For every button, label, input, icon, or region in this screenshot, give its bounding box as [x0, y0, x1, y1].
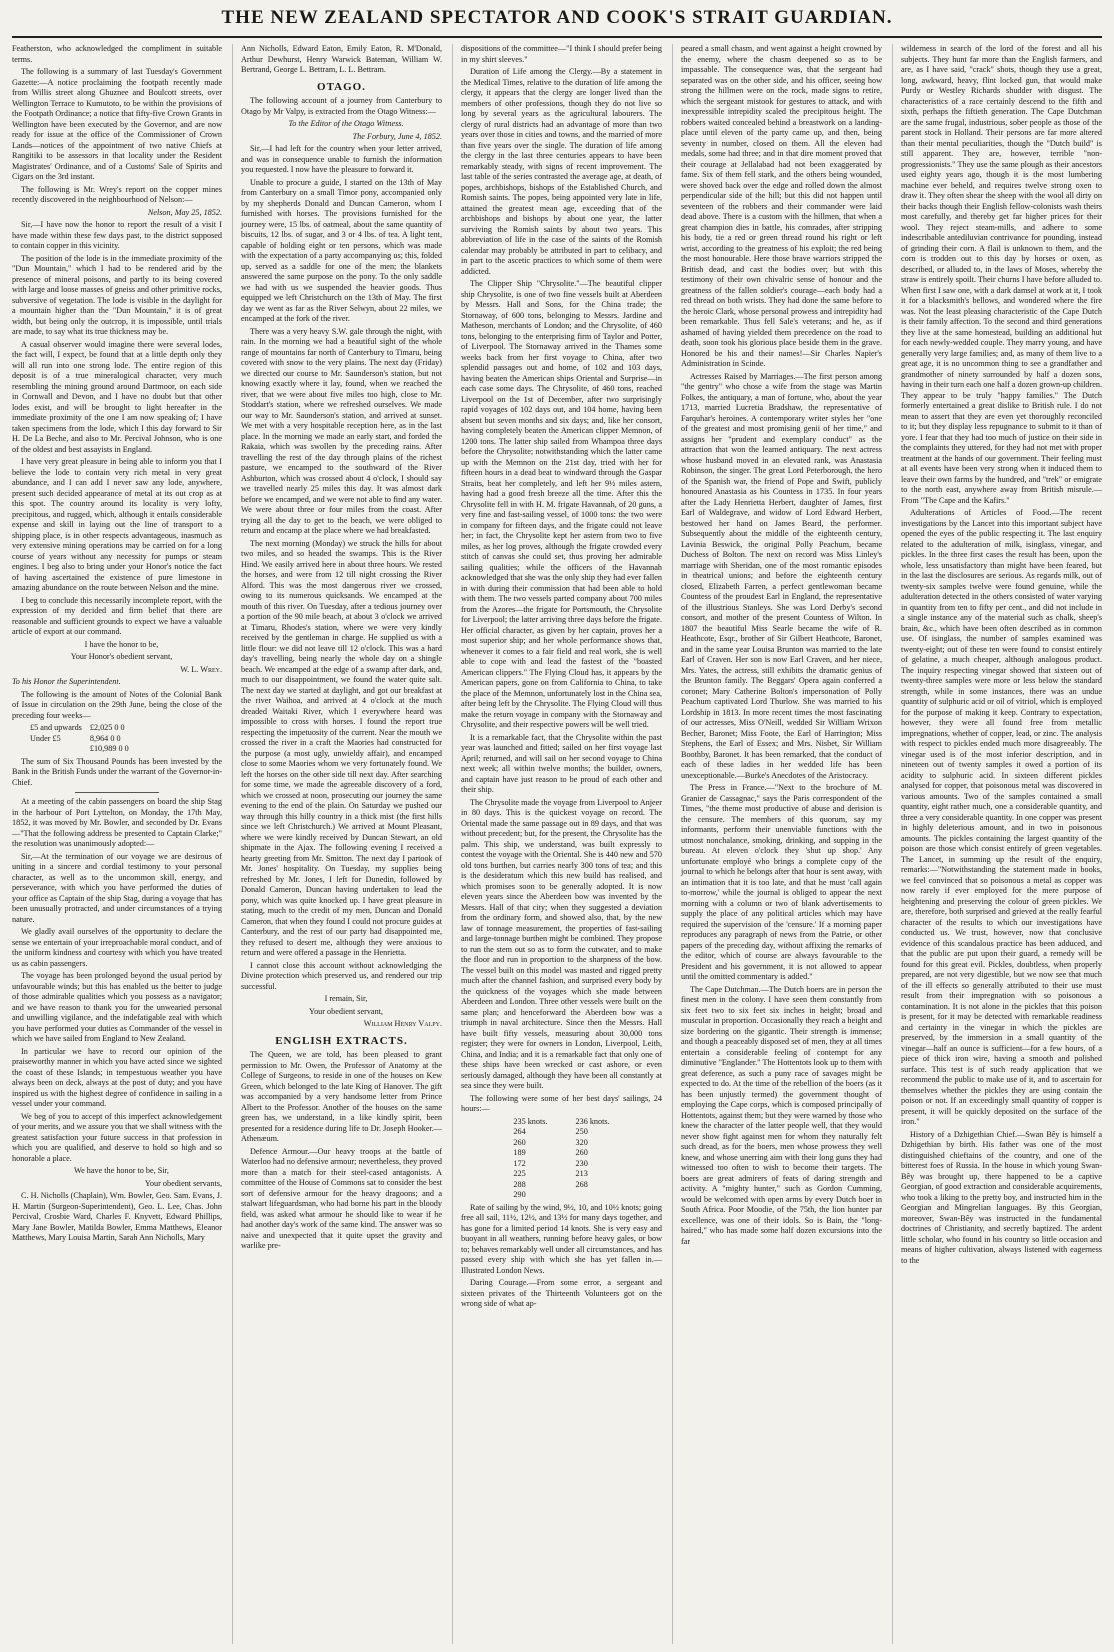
table-row [499, 1190, 623, 1201]
paragraph: History of a Dzhigethian Chief.—Swan Bêy is himself a Dzhigethian by birth. His father was one of the most distinguished chieftains of the country, and one of the bitterest foes of Russia. In the house in which young Swan-Bêy was brought up, there happened to be a captive Georgian, of good extraction and considerable acquirements, who took a liking to the pretty boy, and instructed him in the Georgian and Mingrelian languages. By this Georgian, moreover, Swan-Bêy was instructed in the fundamental doctrines of Christianity, and secretly baptized. The ardent little scholar, who found in his country so little occasion and means of higher cultivation, always listened with eagerness to the [901, 1129, 1102, 1265]
paragraph: wilderness in search of the lord of the forest and all his subjects. They hunt far more than the English farmers, and are, as I have said, "crack" shots, though they use a great, long, awkward, heavy, flint locked gun, that would make Purdy or Westley Richards shudder with disgust. The characteristics of a race certainly descend to the fifth and sixth, perhaps the fiftieth generation. The Cape Dutchman are the same frugal, industrious, sober people as those of the parent stock in Holland. Their persons are far more altered than their mental peculiarities, though the "Dutch build" is still apparent. They are, however, terrible "non-progressionists." They use the same plough as their ancestors used eighty years ago, though it is the most lumbering machine ever beheld, and requires twelve strong oxen to draw it. They often shear the sheep with the wool all dirty on their backs though their English fellow-colonists wash theirs most carefully, and thereby get far higher prices for their wool. They reject steam-mills, and adhere to some indescribable antediluvian contrivance for pounding, instead of grinding their corn. A flail is unknown to them, and the corn is trodden out to this day by horses or oxen, as described, or alluded to, in the laws of Moses, whereby the straw is entirely spoilt. Their churns I have before alluded to. When first I saw one, with a dark damsel at work at it, I took it for a blacksmith's bellows, and wondered where the fire was. Not the least pleasing characteristic of the Cape Dutch is their family affection. To the second and third generations they live at the same homestead, building an additional hut for each newly-wedded couple. They marry young, and have generally very large families; and, as many of them live to a great age, it is no uncommon thing to see a grandfather and grandmother of ninety surrounded by half a dozen sons, having in their turn each one half a dozen grown-up children. They appear to be truly "happy families." The Dutch formerly entertained a great dislike to British rule. I do not mean to assert that they are even yet thoroughly reconciled to it; but they display less repugnance to submit to it than of yore. I fear that they had too much of justice on their side in the complaints they uttered, for they had not met with proper treatment at the hands of our government. Their feeling must at all events have been very strong when it induced them to leave their own farms by the hundred, and "trek" or emigrate to the north east, anywhere away from British misrule.—From "The Cape and the Kafirs." [901, 44, 1102, 505]
section-heading-english-extracts: ENGLISH EXTRACTS. [275, 1034, 408, 1047]
daily-runs-table [499, 1117, 623, 1201]
table-cell [562, 1190, 624, 1201]
paragraph: Unable to procure a guide, I started on the 13th of May from Canterbury on a small Timor pony, accompanied only by my shepherds Donald and Duncan Cameron, whom I furnished with horses. The provisions furnished for the journey were, 15 lbs. of oatmeal, about the same quantity of biscuits, 12 lbs. of sugar, and 3 or 4 lbs. of tea. A light tent, capable of holding eight or ten persons, which was made with the expectation of a party accompanying us; this, folded up, served as a saddle for one of the men; the blankets answered the same purpose on the pony. To the only saddle we had with us we suspended the heavier goods. Thus equipped we left Christchurch on the 13th of May. The first day we went as far as the River Selwyn, about 22 miles, we encamped at the fork of the river. [241, 177, 442, 323]
paragraph: The following is the amount of Notes of the Colonial Bank of Issue in circulation on the 29th June, being the close of the preceding four weeks— [12, 689, 222, 720]
paragraph: Sir,—At the termination of our voyage we are desirous of uniting in a sincere and cordial testimony to your personal character, as well as to the uncommon skill, energy, and perseverance, with which you have performed the duties of your office as Captain of the ship Stag, during a voyage that has been unusually protracted, and under circumstances of a trying nature. [12, 851, 222, 924]
table-cell: 172 [513, 1158, 526, 1168]
paragraph: The voyage has been prolonged beyond the usual period by unfavourable winds; but this has enabled us the better to judge of those admirable qualities which you possess as a navigator; and we have reason to thank you for the unwearied personal and unwilling vigilance, and the indefatigable zeal with which you have performed your duties as Commander of the vessel in which we have sailed from England to New Zealand. [12, 971, 222, 1043]
table-cell: 189 [513, 1148, 526, 1157]
column-4 [672, 44, 882, 1644]
column-1 [12, 44, 222, 1644]
table-row [499, 1138, 623, 1149]
letter-heading: To the Editor of the Otago Witness. [288, 119, 404, 128]
paragraph: Defence Armour.—Our heavy troops at the battle of Waterloo had no defensive armour; nevertheless, they proved more than a match for their steel-cased antagonists. A committee of the House of Commons sat to consider the best sort of defensive armour for the heavy dragoons; and a stalwart lifeguardsman, who had borne his part in the bloody field, was asked what armour he should like to wear if he had another day's work of the same kind. The answer was so naive and unexpected that it quite upset the gravity and warlike pre- [241, 1146, 442, 1250]
column-5 [892, 44, 1102, 1644]
table-row [499, 1148, 623, 1159]
table-cell: 288 [513, 1179, 526, 1189]
paragraph: In particular we have to record our opinion of the praiseworthy manner in which you have acted since we sighted the coast of these Islands; in tempestuous weather you have always been on deck, always at the post of duty; and you have inspired us with the highest degree of confidence in sailing in a vessel under your command. [12, 1046, 222, 1108]
notes-circulation-table [26, 723, 133, 755]
table-row [26, 734, 133, 745]
columns [12, 44, 1102, 1644]
paragraph: At a meeting of the cabin passengers on board the ship Stag in the harbour of Port Lyttelton, on Monday, the 17th May, 1852, it was moved by Mr. Bowler, and seconded by Dr. Evans—"That the following address be presented to Captain Clarke;" the resolution was unanimously adopted:— [12, 797, 222, 848]
table-cell: Under £5 [30, 733, 61, 743]
signoff: Your Honor's obedient servant, [70, 652, 173, 661]
paragraph: Rate of sailing by the wind, 9½, 10, and 10½ knots; going free all sail, 11½, 12½, and 13½ for many days together, and has gone for a limited period 14 knots. She is very easy and buoyant in all weathers, running before heavy gales, or bow to; behaves remarkably well under all circumstances, and has passed every ship with which she has yet fallen in.—Illustrated London News. [461, 1202, 662, 1275]
paragraph: A casual observer would imagine there were several lodes, the fact will, I expect, be found that at a little depth only they will all run into one strong lode. The entire region of this deposit is of a true mineralogical character, very much resembling the mining ground around Dartmoor, on each side in Cornwall and Devon, and I have no doubt but that other lodes exist, and will be brought to light hereafter in the immediate proximity of the one I am now speaking of; I have taken specimens from the lode, which I this day forward to Sir H. De La Beche, and also to Mr. Percival Johnson, who is one of the oldest and best assayists in England. [12, 339, 222, 454]
paragraph: Featherston, who acknowledged the compliment in suitable terms. [12, 44, 222, 64]
table-row [26, 744, 133, 755]
paragraph: I beg to conclude this necessarily incomplete report, with the expression of my decided and firm belief that there are reasonable and sufficient grounds to expect we have a valuable article of export at our command. [12, 595, 222, 636]
signature: W. L. Wrey. [180, 664, 222, 674]
table-cell: 290 [513, 1190, 526, 1199]
paragraph: The following account of a journey from Canterbury to Otago by Mr Valpy, is extracted from the Otago Witness:— [241, 96, 442, 116]
table-cell: 320 [575, 1137, 588, 1147]
table-cell: 235 knots. [513, 1116, 548, 1126]
table-cell: 268 [575, 1179, 588, 1189]
divider [75, 792, 159, 793]
table-row [499, 1180, 623, 1191]
paragraph: The Press in France.—"Next to the brochure of M. Granier de Cassagnac," says the Paris correspondent of the Times, "the theme most productive of abuse and derision is the censure. The members of this quorum, say my informants, perform their unenviable functions with the utmost nonchalance, smoking, drinking, and supping in the bureau. At eleven o'clock they 'shut up shop.' Any unfortunate employé who brings a complete copy of the journal to which he belongs after that hour is sent away, with an intimation that it is too late, and that he must 'call again to-morrow,' while the journal is obliged to appear the next morning with a column or two of blank advertisements to supply the place of any political articles which may have required the supervision of the 'censure.' If a morning paper reproduces any paragraph of news from the Patrie, or other papers of the preceding day, without affixing the remarks of the editor, which of course are always favourable to the President and his government, it is not allowed to appear until the omitted commentary is added." [681, 783, 882, 981]
table-row [499, 1127, 623, 1138]
table-cell: 8,964 0 0 [89, 733, 121, 743]
dateline: The Forbury, June 4, 1852. [352, 131, 442, 141]
masthead [12, 0, 1102, 38]
signoff: I have the honor to be, [84, 639, 159, 649]
paragraph: There was a very heavy S.W. gale through the night, with rain. In the morning we had a beautiful sight of the whole range of mountains far north of Canterbury to Timaru, being covered with snow to the very plains. The next day (Friday) we directed our course to Mr. Saunderson's station, but not knowing exactly where it lay, found, when we reached the river, that we were about five miles too high, close to Mr. Stoddart's station, where we refreshed ourselves. We made our way to Mr. Saunderson's station, and arrived at sunset. We met with a very hospitable reception here, as in the last place. In the morning we made an early start, and forded the Rakaia, which was swollen by the preceding rains. After travelling the rest of the day through plains of the richest pasture, we encamped to the southward of the River Ashburton, which was crossed about 4 o'clock, I should say we travelled nearly 25 miles this day. It was almost dark before we encamped, and we were not able to find any water. We were about three or four miles from the coast. After trying all the day to get to the beach, we were obliged to return and encamp at the place where we had breakfasted. [241, 326, 442, 535]
paragraph: The sum of Six Thousand Pounds has been invested by the Bank in the British Funds under the warrant of the Governor-in-Chief. [12, 756, 222, 787]
paragraph: Sir,—I had left for the country when your letter arrived, and was in consequence unable to furnish the information you requested. I now have the pleasure to forward it. [241, 144, 442, 174]
table-cell: 236 knots. [575, 1116, 610, 1126]
table-row [499, 1169, 623, 1180]
signoff: Your obedient servants, [144, 1178, 222, 1188]
table-cell: 264 [513, 1127, 526, 1136]
paragraph: The next morning (Monday) we struck the hills for about two miles, and so headed the swamps. This is the River Hind. We easily arrived here in about three hours. We rested the horses, and were from 12 till night crossing the River Alford. This was the most dangerous river we crossed, owing to its numerous quicksands. We encamped at the mouth of this river. On Tuesday, after a tedious journey over a portion of the 90 mile beach, at about 3 o'clock we arrived at Timaru, Rhodes's station, where we were very kindly received by the gentleman in charge. He supplied us with a little flour: we did not leave till 12 o'clock. This was a hard day's travelling, being nearly the whole day on a shingle beach. We encamped at the edge of a swamp after dark, and, much to our disappointment, we found the water quite salt. The next day we started at daylight, and got our breakfast at the river Waihoa, and arrived at 4 o'clock at the much dreaded Waitaki River, which I everywhere heard was impossible to cross with horses. I found the report true respecting the impetuosity of the current. Near the mouth we crossed the river in a craft the Maories had constructed for the purpose (a most ugly, unwieldy affair), and encamped close to some Maories whom we very fortunately found. We left the horses on the other side till next day. After searching for some time, we made the agreeable discovery of a ford, which we crossed at noon, prosecuting our journey the same evening to the end of the plain. On Saturday we pushed our way through this hilly country in a thick mist (the first hills since we left Christchurch.) We arrived at Mount Pleasant, where we were kindly received by Duncan Stewart, an old shipmate in the Ajax. The following evening I received a hearty greeting from Mr. Smitton. The next day I partook of Mr. Jones' hospitality. On Tuesday, my supplies being refreshed by Mr. Jones, I left for Dunedin, followed by Donald Cameron, Duncan having undertaken to lead the pony, which was quite knocked up. I have great pleasure in stating, much to the credit of my men, Duncan and Donald Cameron, that when they found I could not procure guides at Canterbury, and the rest of our party had disappointed me, they refused to desert me, although they were anxious to return and were offered a passage in the Henrietta. [241, 538, 442, 957]
paragraph: I cannot close this account without acknowledging the Divine protection which preserved us, and rendered our trip successful. [241, 960, 442, 991]
paragraph: The Clipper Ship "Chrysolite."—The beautiful clipper ship Chrysolite, is one of two fine vessels built at Aberdeen by Messrs. Hall and Sons, for the China trade; the Stornaway, of 600 tons, belonging to Messrs. Jardine and Matheson, merchants of London; and the Chrysolite, of 460 tons, belonging to the enterprising firm of Taylor and Potter, of Liverpool. The Stornaway arrived in the Thames some weeks back from her first voyage to China, after two splendid passages out and home, of 102 and 103 days, having beaten the American ships Oriental and Surprise—in each case some days. The Chrysolite, of 460 tons, reached Liverpool on the 1st of December, after two surprisingly rapid voyages of 102 days out, and 104 home, having been absent but seven months and six days; and, like her consort, having completely beaten the American clipper Memnon, of 1200 tons. The latter ship sailed from Whampoa three days before the Chrysolite; notwithstanding which the latter came up with the Memnon on the 21st day, tried with her for fifteen hours in a dead beat to windward through the Gaspar Straits, beat her completely, and left her 9½ miles astern, having had a good fresh breeze all the time. After this the Chrysolite fell in with H. M. frigate Havannah, of 20 guns, a very fine and fast-sailing vessel, of 1000 tons: the two were in company for fifteen days, and the frigate could not leave her; in fact, the Chrysolite kept her astern from two to five miles, as her log proves, although the frigate crowded every stitch of canvas she could set, thus proving her admirable sailing qualities; while the officers of the Havannah acknowledged that she was the only ship they had ever fallen in with during their commission that had been able to hold with them. The two vessels parted company about 700 miles from the Azores—the frigate for Portsmouth, the Chrysolite for Liverpool; the latter arriving three days before the frigate. Her official character, as given by her captain, proves her a most superior ship; and her whole performance shows that, whenever it comes to a fair field and real work, she is well able to cope with and lead the fastest of the "boasted American clippers." The Flying Cloud has, it appears by the American papers, gone on from California to China, to take the place of the Memnon, unfortunately lost in the China sea, after being left by the Chrysolite. The Flying Cloud will thus make the return voyage in company with the Stornaway and Chrysolite, and their respective powers will be well tried. [461, 279, 662, 729]
table-cell: 213 [575, 1169, 588, 1178]
column-2 [232, 44, 442, 1644]
table-cell: £2,025 0 0 [89, 723, 125, 732]
paragraph: Adulterations of Articles of Food.—The recent investigations by the Lancet into this important subject have opened the eyes of the public respecting it. The last enquiry related to the adulteration of milk, isinglass, vinegar, and pickles. In the three first cases the result has been, upon the whole, less unsatisfactory than might have been feared, but in the last the disclosures are serious. As regards milk, out of twenty-six samples twelve were found genuine, while the adulteration detected in the others consisted of water varying in quantity from ten to fifty per cent., and did not include in a single instance any of the material such as chalk, sheep's brain, &c., which have been often described as in common use. Of isinglass, the number of samples examined was twenty-eight; out of these ten were found to consist entirely of gelatine, a much cheaper, although analogous product. The inquiry respecting vinegar showed that sixteen out of twenty-three samples were more or less below the standard strength, while in some instances, there was an undue quantity of sulphuric acid or oil of vitriol, which is employed for the purpose of making it keep. Contrary to expectation, however, they were all found free from metallic impregnations, whether of copper, lead, or zinc. The analysis with respect to pickles ended much more disagreeably. The vinegar used is of the most inferior description, and in nineteen out of twenty samples it owed a portion of its acidity to sulphuric acid. In sixteen different pickles analysed for copper, that poisonous metal was discovered in various amounts. Two of the samples contained a small quantity, eight rather much, one a considerable quantity, and three a very considerable quantity. In one copper was present in highly deleterious amount, and in two in poisonous amounts. The pickles containing the largest quantity of the poison are those which consist entirely of green vegetables. The Lancet, in summing up the result of the enquiry, remarks:—"Notwithstanding the statement made in books, we feel convinced that so poisonous a metal as copper was now rarely if ever employed for the mere purpose of heightening and preserving the colour of green pickles. We are, therefore, both surprised and grieved at the really fearful character of the results to which our investigations have conducted us. We trust, however, now that conclusive evidence of this scandalous practice has been adduced, and that the public are put upon their guard, a remedy will be found for this great evil. Pickles, doubtless, when properly prepared, are not very digestible, but we now see that much of the ill effects so generally attributed to their use must result from their impregnation with so poisonous a contamination. It is not alone in the pickles that this poison is present, for it may be detected with remarkable readiness and certainty in the vinegar in which the pickles are preserved, by the immersion in a small quantity of the vinegar—half an ounce is sufficient—for a few hours, of a piece of thick iron wire, having a smooth and polished surface. This test is of such ready application that we recommend the public to make use of it, and to ascertain for themselves whether the pickles they are using contain the poison or not. If an exceedingly small quantity of copper is present, it will be quickly deposited on the surface of the iron." [901, 508, 1102, 1126]
paragraph: The position of the lode is in the immediate proximity of the "Dun Mountain," which I had to be rendered arid by the presence of mineral poisons, and partly to its being covered with large and loose masses of gneiss and other primitive rocks, subversive of vegetation. The lode is visible in the daylight for a mountain higher than the "Dun Mountain," it is of great width, but being only the outcrop, it is impossible, until trials are made, to say what its true thickness may be. [12, 253, 222, 336]
table-cell: 260 [575, 1148, 588, 1157]
table-cell: 260 [513, 1137, 526, 1147]
paragraph: We gladly avail ourselves of the opportunity to declare the sense we entertain of your irreproachable moral conduct, and of the uniform kindness and courtesy with which you have treated us as cabin passengers. [12, 927, 222, 968]
paragraph: peared a small chasm, and went against a height crowned by the enemy, where the chasm deepened so as to be impassable. The consequence was, that the sergeant had separated was on the other side, and his officer, seeing how strong the hillmen were on the rock, made signs to retire, which the sergeant mistook for gestures to attack, and with inexpressible intrepidity scaled the precipitous height. The robbers waited concealed behind a breastwork on a landing-place until eleven of the party came up, and then, being seventy in number, closed on them. All the eleven had medals, some had three; and in that dire moment proved that their courage at Jellalabad had not been exaggerated by fame. Six of them fell stark, and the others being wounded, were shoved back over the edge and rolled down the almost perpendicular side of the hill; but this did not happen until seventeen of the robbers and their commander were laid dead above. There is a custom with the hillmen, that when a great champion dies in battle, his comrades, after stripping his body, tie a red or green thread round his right or left wrist, according to the greatness of his exploit; the red being the most honourable. Here those brave warriors stripped the British dead, and cast the bodies over; but with this testimony of their own chivalric sense of honour and the greatness of the fallen soldier's courage—each body had a red thread on both wrists. They had done the same before to the heroic Clark, whose personal prowess and intrepidity had been remarkable. Thus fell Sale's veterans; and he, as if ashamed of having yielded them precedence on the road to death, soon took his glorious place beside them in the grave. Honored be his and their names!—Sir Charles Napier's Administration in Scinde. [681, 44, 882, 368]
paragraph: Sir,—I have now the honor to report the result of a visit I have made within these few days past, to the district supposed to contain copper in this vicinity. [12, 220, 222, 250]
paragraph: Ann Nicholls, Edward Eaton, Emily Eaton, R. M'Donald, Arthur Dewhurst, Henry Warwick Bateman, William W. Bertrand, George L. Bettram, L. L. Bettram. [241, 44, 442, 74]
table-cell: 230 [575, 1158, 588, 1168]
paragraph: The Queen, we are told, has been pleased to grant permission to Mr. Owen, the Professor of Anatomy at the College of Surgeons, to reside in one of the houses on Kew Green, which belonged to the late King of Hanover. The gift was accompanied by a very handsome letter from Prince Albert to the Professor. Another of the houses on the same green has, we understand, in a like kindly spirit, been presented for a residence during life to Dr. Joseph Hooker.—Athenæum. [241, 1050, 442, 1143]
table-row [26, 723, 133, 734]
paragraph: Duration of Life among the Clergy.—By a statement in the Medical Times, relative to the duration of life among the clergy, it appears that the clergy are longer lived than the members of other professions, though they do not live so long by several years as the agricultural labourers. The clergy of rural districts had an advantage of more than two years over those in cities and towns, and the married of more than five years over the single. The duration of life among the clergy in the last three centuries appears to have been remarkably steady, with signs of recent improvement. The last table of the series contrasted the average age, at death, of popes, archbishops, bishops of the Established Church, and Romish saints. The popes, being appointed very late in life, attained the greatest mean age, exceeding that of the archbishops and bishops by about one year, the latter surviving the Romish saints by about two years. This abbreviation of life in the case of the saints of the Romish calendar may probably be attributed in part to celibacy, and in part to the ascetic practices to which some of them were addicted. [461, 67, 662, 276]
signoff: I remain, Sir, [324, 994, 368, 1003]
signoff: Your obedient servant, [309, 1006, 383, 1016]
paragraph: Actresses Raised by Marriages.—The first person among "the gentry" who chose a wife from the stage was Martin Folkes, the antiquary, a man of fortune, who, about the year 1713, married Lucretia Bradshaw, the representative of Farquhar's heroines. A contemporary writer styles her "one of the greatest and most promising genii of her time," and assigns her "prudent and exemplary conduct" as the attraction that won the learned antiquary. The next actress whose husband moved in an elevated rank, was Anastasia Robinson, the singer. The great Lord Peterborough, the hero of the Spanish war, the friend of Pope and Swift, publicly honoured Anastasia as his Countess in 1735. In four years after the Lady Henrietta Herbert, daughter of James, first Earl of Waldegrave, and widow of Lord Edward Herbert, bestowed her hand on James Beard, the performer. Subsequently about the middle of the eighteenth century, Lavinia Beswick, the original Polly Peachum, became Duchess of Bolton. The next on record was Miss Linley's marriage with Sheridan, one of the most romantic episodes in theatrical unions; and before the eighteenth century closed, Elizabeth Farren, a perfect gentlewoman became Countess of the proudest Earl in England, the representative of the illustrious Stanleys. She was Lord Derby's second consort, and mother of the present Countess of Wilton. In 1807 the beautiful Miss Searle became the wife of R. Heathcote, Esqr., brother of Sir Gilbert Heathcote, Baronet, and in the same year Louisa Brunton was married to the late Earl of Craven. Her son is now Earl Craven, and her niece, Mrs. Yates, the actress, still exhibits the dramatic genius of the Brunton family. The Beggars' Opera again conferred a coronet; Mary Catherine Bolton's impersonation of Polly Peachum captivated Lord Thurlow. She was married to his Lordship in 1813. In more recent times the most fascinating of our actresses, Miss O'Neill, wedded Sir William Wrixon Becher, Baronet; Miss Foote, the Earl of Harrington; Miss Stephens, the Earl of Essex; and Mrs. Nisbet, Sir William Boothby, Baronet. It has been remarked, that the conduct of each of these ladies in her wedded life has been unexceptionable.—Burke's Anecdotes of the Aristocracy. [681, 371, 882, 780]
masthead-title: THE NEW ZEALAND SPECTATOR AND COOK'S STRAIT GUARDIAN. [221, 7, 893, 28]
paragraph: The Cape Dutchman.—The Dutch boers are in person the finest men in the colony. I have seen them constantly from six feet two to six feet six inches in height; broad and muscular in proportion. Occasionally they reach a height and size bordering on the gigantic. Their strength is immense; and though a peaceably disposed set of men, they at all times entertain a considerable feeling of contempt for any diminutive "Englander." The Hottentots look up to them with great deference, as such a puny race of savages might be expected to do. At the time of the rebellion of the boers (as it has been unjustly termed) the government thought of employing the Cape corps, which is composed principally of Hottentots, against them; but they were warned by those who knew the character of the latter people well, that they would never show fight against men for whom they naturally felt such dread, as for the boers, men whose prowess they well knew, and whose unerring aim with their long guns they had witnessed too often to wish to become their targets. The boers are great admirers of feats of daring strength and activity. A "mighty hunter," such as Gordon Cumming, would be welcomed with open arms by every Dutch boer in South Africa. Poor Moodie, of the 75th, the lion hunter par excellence, was one of their idols. So is Bain, the "long-haired," who has made some half dozen excursions into the far [681, 984, 882, 1246]
paragraph: Daring Courage.—From some error, a sergeant and sixteen privates of the Thirteenth Volunteers got on the wrong side of what ap- [461, 1278, 662, 1308]
paragraph: C. H. Nicholls (Chaplain), Wm. Bowler, Geo. Sam. Evans, J. H. Martin (Surgeon-Superintendent), Geo. L. Lee, Chas. John Percival, Crosbie Ward, Charles F. Knyvett, Edward Phillips, Mary Jane Bowler, Matilda Bowler, Emma Matthews, Eleanor Matthews, Mary Louisa Martin, Sarah Ann Nicholls, Mary [12, 1191, 222, 1242]
paragraph: I have very great pleasure in being able to inform you that I believe the lode to contain very rich metal in very great abundance, and I can add I never saw any lode, anywhere, present such decided appearance of metal at its out crop as at this spot. The country around its locality is very lofty, precipitous, and rugged, which, although it entails considerable expense and skill in laying out the line of transport to a shipping place, is in other respects advantageous, inasmuch as very extensive mining operations may be carried on for a long course of years without any necessity for pumps or steam engines. I beg also to bring under your Honor's notice the fact of having ascertained the existence of pure limestone in amazing abundance on the route between Nelson and the mine. [12, 457, 222, 592]
paragraph: The following were some of her best days' sailings, 24 hours:— [461, 1093, 662, 1113]
table-cell: 225 [513, 1169, 526, 1178]
table-row [499, 1159, 623, 1170]
paragraph: We beg of you to accept of this imperfect acknowledgement of your merits, and we assure you that we shall witness with the greatest satisfaction your future success in that profession in which you are qualified, and deserve to hold so high and so honorable a place. [12, 1111, 222, 1163]
dateline: Nelson, May 25, 1852. [147, 207, 222, 217]
signature: William Henry Valpy. [363, 1019, 442, 1028]
signoff: We have the honor to be, Sir, [74, 1166, 169, 1175]
paragraph: It is a remarkable fact, that the Chrysolite within the past year was launched and fitted; sailed on her first voyage last April; returned, and will sail on her second voyage to China next week; all within twelve months; the builder, owners, and captain have just reason to be proud of each other and their ship. [461, 732, 662, 794]
column-3 [452, 44, 662, 1644]
addressee: To his Honor the Superintendent. [12, 677, 121, 686]
paragraph: The following is Mr. Wrey's report on the copper mines recently discovered in the neighbourhood of Nelson:— [12, 184, 222, 204]
table-cell: 250 [575, 1127, 588, 1136]
paragraph: The following is a summary of last Tuesday's Government Gazette:—A notice proclaiming the footpath recently made from Willis street along Ghuznee and Boulcott streets, over Wellington Terrace to Kumutoto, to be within the provisions of the Footpath Ordinance; a notice that fifty-five Crown Grants in Wellington have been executed by the Governor, and are now ready for issue at the office of the Commissioner of Crown Lands—notices of the appointment of two native Chiefs at Rangitiki to be assessors in that locality under the Resident Magistrates' Ordinance, and of a Customs' Sale of Spirits and Cigars on the 3rd instant. [12, 67, 222, 181]
paragraph: dispositions of the committee—"I think I should prefer being in my shirt sleeves." [461, 44, 662, 64]
section-heading-otago: OTAGO. [317, 80, 366, 93]
paragraph: The Chrysolite made the voyage from Liverpool to Anjeer in 80 days. This is the quickest voyage on record. The Oriental made the same passage out in 89 days, and that was without precedent; but, for the present, the Chrysolite has the palm. This ship, we understand, was built expressly to contest the voyage with the Oriental. She is 440 new and 570 old tons burthen, but carries nearly 300 tons of tea; and this is the desideratum which this new build has realised, and which promises soon to be generally adopted. It is now eleven years since the Aberdeen bow was invented by the Messrs. Hall of that city; when they suggested a deviation from the ordinary form, and showed also, that, by the new law of tonnage measurement, the properties of fast-sailing and large-tonnage burthen might be combined. They propose to run the stem out so as to form the cutwater, and to make the floor and run in proportion to the sharpness of the bow. The vessel built on this model was masted and rigged pretty much after the channel fashion, and surprised every body by the quickness of the voyages which she made between Aberdeen and London. Three other vessels were built on the same plan; and henceforward the Aberdeen bow was a triumph in naval architecture. Since then the Messrs. Hall have built fifty vessels, measuring about 30,000 tons register; they were for owners in London, Liverpool, Leith, China, and India; and it is a remarkable fact that only one of these ships have been wrecked or cast ashore, or even seriously damaged, although they have been all constantly at sea since they were built. [461, 797, 662, 1090]
table-row [499, 1117, 623, 1128]
table-cell: £5 and upwards [30, 723, 82, 732]
table-cell: £10,989 0 0 [89, 744, 129, 753]
table-cell [26, 744, 86, 755]
